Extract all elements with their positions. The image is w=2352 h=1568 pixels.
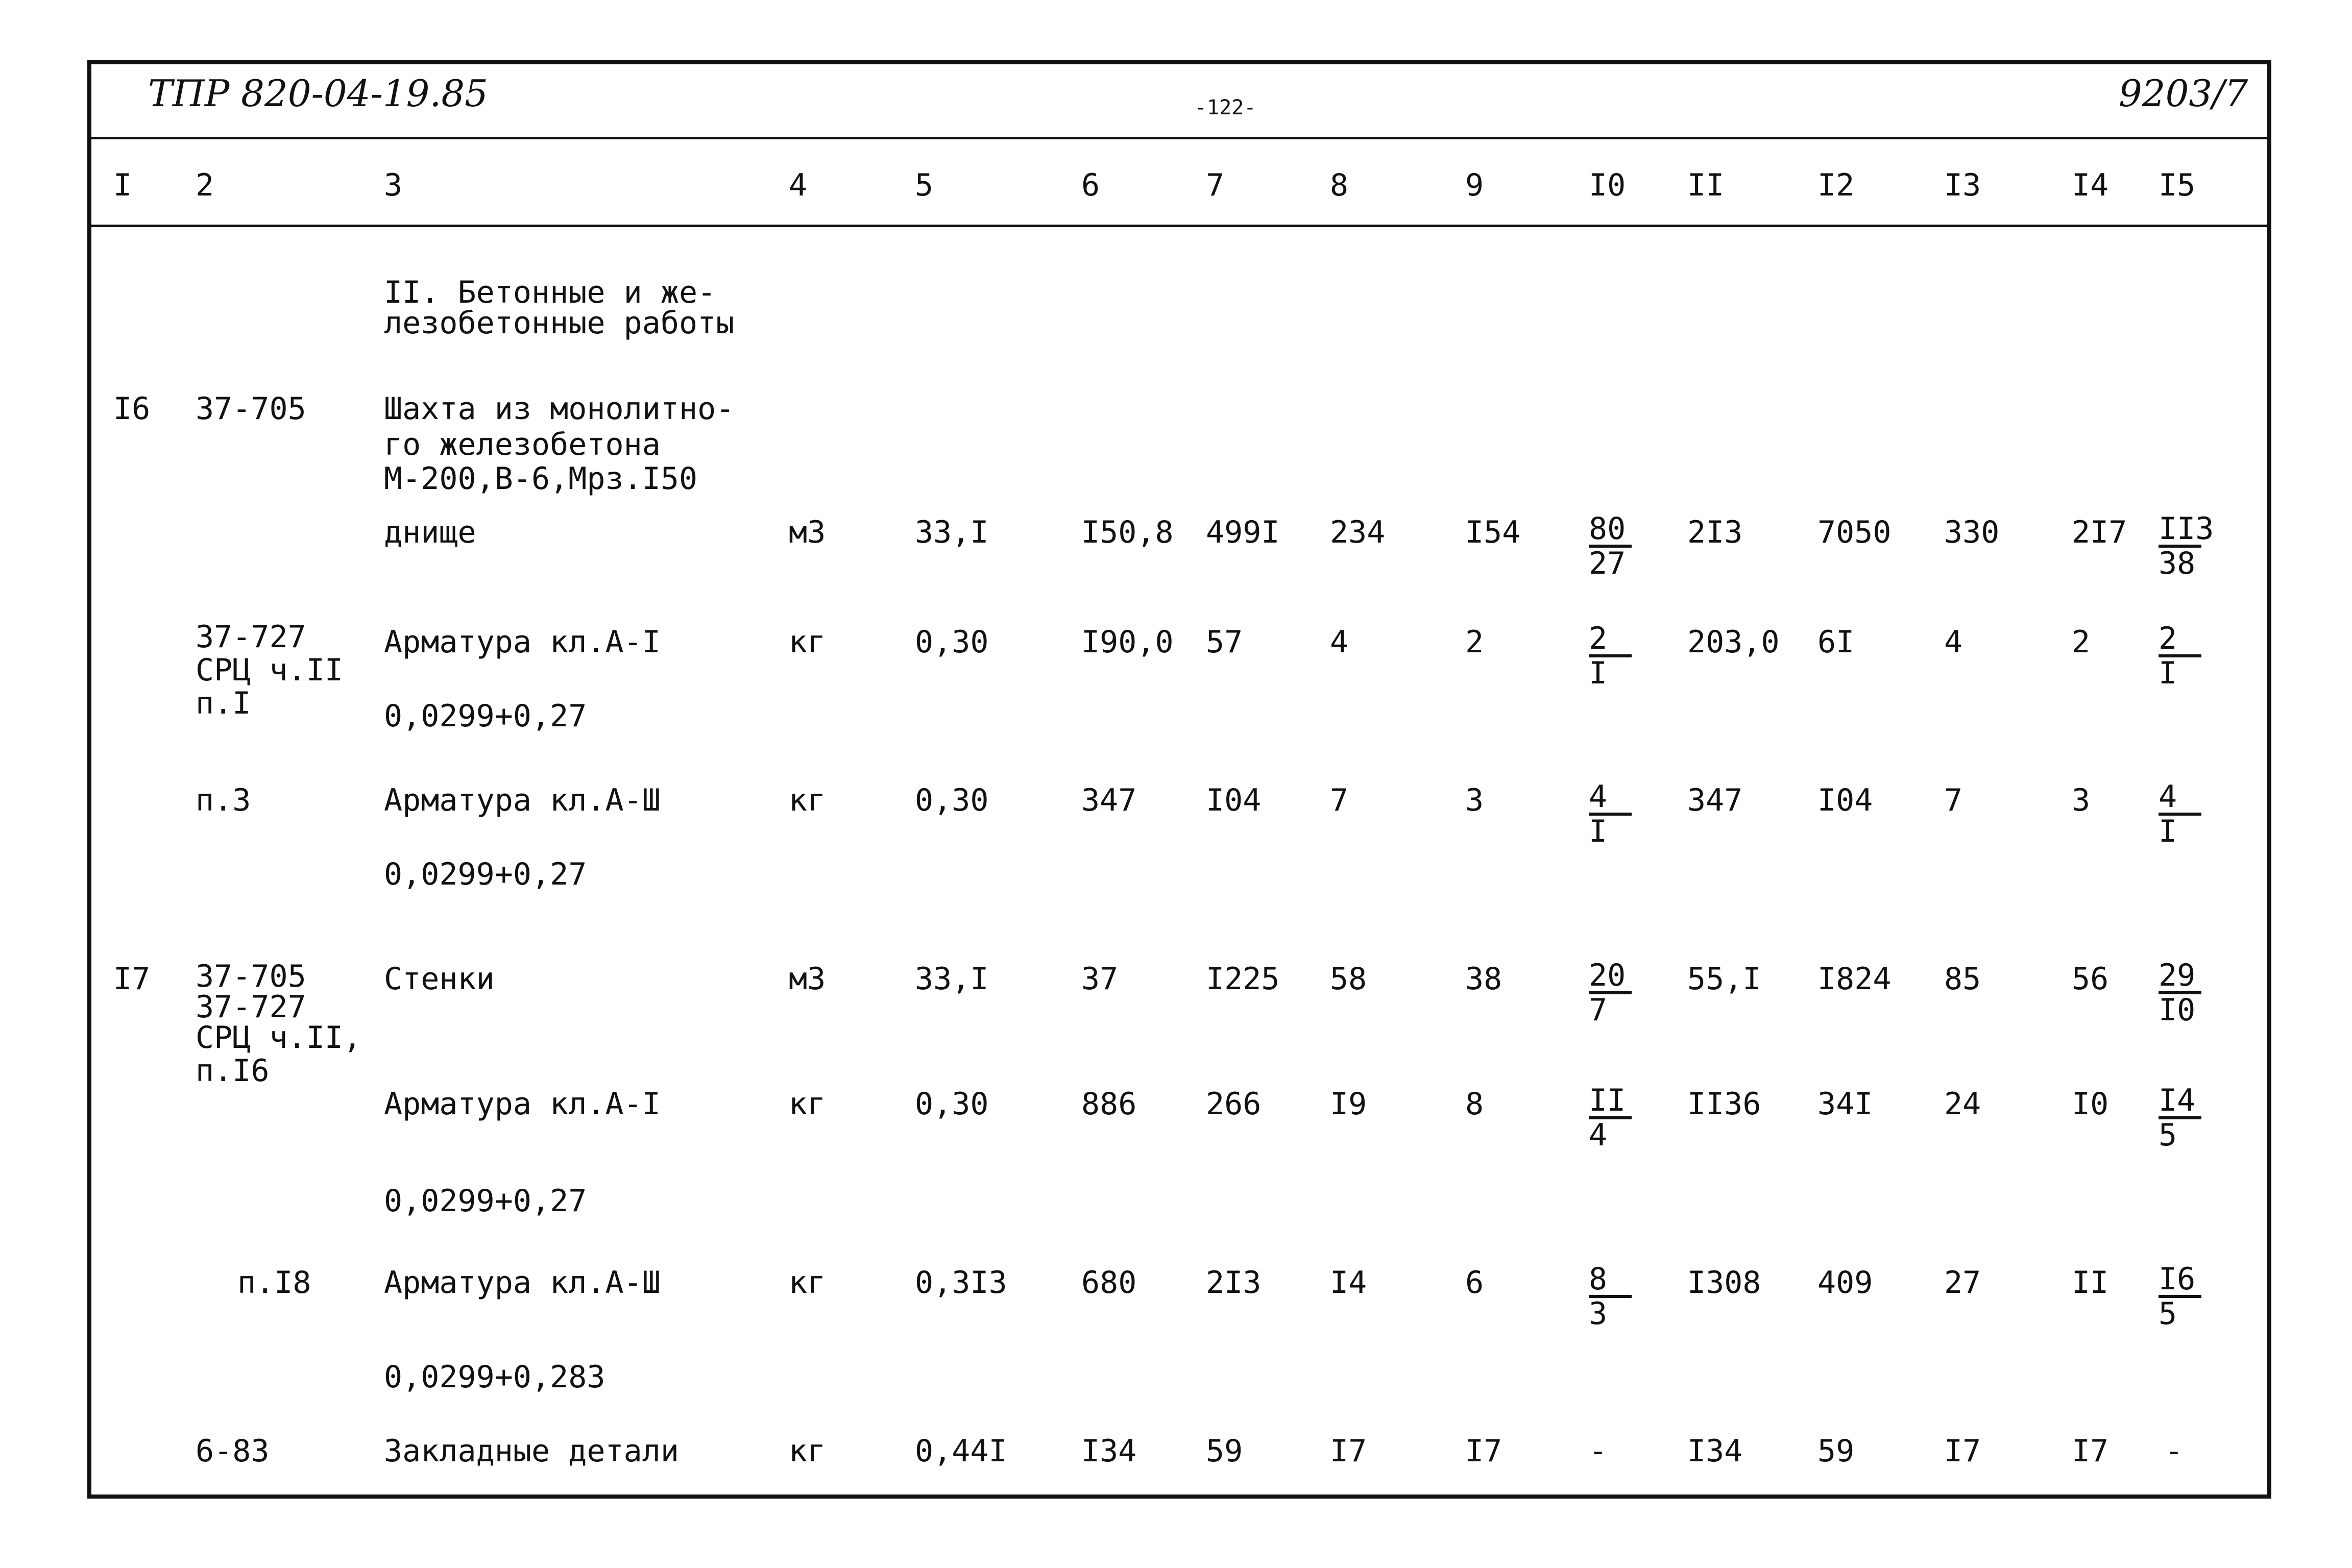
col-6: 6 — [1081, 167, 1100, 203]
work-description: Арматура кл.А-I — [384, 624, 661, 660]
cell: I04 — [1206, 782, 1262, 818]
cell: I04 — [1817, 782, 1873, 818]
page-number: -122- — [1195, 96, 1256, 119]
fraction-cell: $\frac{II}{4}$ — [1589, 1085, 1640, 1151]
norm-code: п.3 — [196, 782, 251, 818]
cell: 33,I — [915, 961, 989, 997]
col-13: I3 — [1944, 167, 1981, 203]
cell: 37 — [1081, 961, 1119, 997]
cell: 7 — [1944, 782, 1963, 818]
cell: I34 — [1081, 1433, 1137, 1469]
fraction-cell: $\frac{29}{I0}$ — [2159, 960, 2210, 1026]
row-number: I7 — [113, 961, 151, 997]
work-description: М-200,В-6,Мрз.I50 — [384, 461, 698, 497]
col-11: II — [1687, 167, 1725, 203]
formula: 0,0299+0,27 — [384, 698, 587, 734]
cell: 7 — [1330, 782, 1349, 818]
cell: 2I3 — [1206, 1265, 1262, 1301]
cell: - — [2165, 1433, 2184, 1469]
cell: 680 — [1081, 1265, 1137, 1301]
cell: 499I — [1206, 514, 1280, 550]
work-description: Стенки — [384, 961, 495, 997]
col-3: 3 — [384, 167, 403, 203]
col-7: 7 — [1206, 167, 1225, 203]
fraction-cell: $\frac{8}{3}$ — [1589, 1263, 1640, 1330]
cell: - — [1589, 1433, 1608, 1469]
cell: I9 — [1330, 1086, 1367, 1122]
cell: I0 — [2072, 1086, 2109, 1122]
cell: 56 — [2072, 961, 2109, 997]
norm-code: 37-727 — [196, 619, 306, 655]
cell: 0,44I — [915, 1433, 1007, 1469]
norm-code: п.I8 — [237, 1265, 311, 1301]
column-header-divider — [87, 225, 2271, 227]
cell: 2I7 — [2072, 514, 2127, 550]
cell: I308 — [1687, 1265, 1761, 1301]
work-description: Шахта из монолитно- — [384, 391, 735, 427]
cell: I7 — [2072, 1433, 2109, 1469]
cell: 0,30 — [915, 1086, 989, 1122]
cell: 55,I — [1687, 961, 1761, 997]
cell: II36 — [1687, 1086, 1761, 1122]
cell: 6 — [1465, 1265, 1484, 1301]
formula: 0,0299+0,27 — [384, 1183, 587, 1219]
col-4: 4 — [789, 167, 808, 203]
norm-code: 37-727 — [196, 989, 306, 1025]
doc-code: ТПР 820-04-19.85 — [148, 72, 488, 115]
norm-code: п.I6 — [196, 1053, 270, 1089]
norm-code: 37-705 — [196, 391, 306, 427]
cell: I4 — [1330, 1265, 1367, 1301]
col-14: I4 — [2072, 167, 2109, 203]
cell: 33,I — [915, 514, 989, 550]
header-divider — [87, 137, 2271, 139]
cell: II — [2072, 1265, 2109, 1301]
cell: I225 — [1206, 961, 1280, 997]
fraction-cell: $\frac{2}{I}$ — [1589, 623, 1640, 689]
work-description: днище — [384, 514, 476, 550]
cell: 0,30 — [915, 782, 989, 818]
cell: 38 — [1465, 961, 1502, 997]
col-15: I5 — [2159, 167, 2196, 203]
unit: кг — [789, 1265, 826, 1301]
cell: 347 — [1081, 782, 1137, 818]
cell: I50,8 — [1081, 514, 1174, 550]
col-5: 5 — [915, 167, 934, 203]
cell: 3 — [1465, 782, 1484, 818]
work-description: Арматура кл.А-I — [384, 1086, 661, 1122]
section-title-line-2: лезобетонные работы — [384, 305, 735, 341]
unit: м3 — [789, 961, 826, 997]
cell: 59 — [1206, 1433, 1243, 1469]
cell: 330 — [1944, 514, 2000, 550]
cell: 7050 — [1817, 514, 1892, 550]
cell: I824 — [1817, 961, 1892, 997]
cell: 203,0 — [1687, 624, 1780, 660]
formula: 0,0299+0,283 — [384, 1359, 605, 1395]
col-9: 9 — [1465, 167, 1484, 203]
cell: I7 — [1465, 1433, 1502, 1469]
work-description: Арматура кл.А-Ш — [384, 782, 661, 818]
col-10: I0 — [1589, 167, 1626, 203]
fraction-cell: $\frac{2}{I}$ — [2159, 623, 2210, 689]
norm-code: СРЦ ч.II, — [196, 1020, 362, 1056]
cell: 266 — [1206, 1086, 1262, 1122]
cell: 8 — [1465, 1086, 1484, 1122]
col-1: I — [113, 167, 132, 203]
unit: м3 — [789, 514, 826, 550]
cell: 234 — [1330, 514, 1386, 550]
formula: 0,0299+0,27 — [384, 856, 587, 892]
cell: 59 — [1817, 1433, 1855, 1469]
cell: 886 — [1081, 1086, 1137, 1122]
cell: 24 — [1944, 1086, 1981, 1122]
norm-code: п.I — [196, 685, 251, 721]
unit: кг — [789, 624, 826, 660]
cell: 57 — [1206, 624, 1243, 660]
cell: 3 — [2072, 782, 2091, 818]
unit: кг — [789, 782, 826, 818]
cell: 2 — [1465, 624, 1484, 660]
sheet-number: 9203/7 — [2119, 72, 2248, 115]
fraction-cell: $\frac{II3}{38}$ — [2159, 511, 2214, 581]
cell: 2 — [2072, 624, 2091, 660]
section-title-line-1: II. Бетонные и же- — [384, 275, 716, 310]
cell: 6I — [1817, 624, 1855, 660]
cell: 58 — [1330, 961, 1367, 997]
cell: 0,3I3 — [915, 1265, 1007, 1301]
cell: 4 — [1944, 624, 1963, 660]
cell: I54 — [1465, 514, 1521, 550]
fraction-cell: $\frac{4}{I}$ — [1589, 781, 1640, 847]
unit: кг — [789, 1433, 826, 1469]
cell: 409 — [1817, 1265, 1873, 1301]
cell: 4 — [1330, 624, 1349, 660]
col-8: 8 — [1330, 167, 1349, 203]
fraction-cell: $\frac{80}{27}$ — [1589, 513, 1640, 579]
cell: 347 — [1687, 782, 1743, 818]
cell: I90,0 — [1081, 624, 1174, 660]
cell: 85 — [1944, 961, 1981, 997]
fraction-cell: $\frac{I6}{5}$ — [2159, 1263, 2210, 1330]
fraction-cell: $\frac{I4}{5}$ — [2159, 1085, 2210, 1151]
col-2: 2 — [196, 167, 214, 203]
norm-code: СРЦ ч.II — [196, 652, 343, 688]
work-description: Закладные детали — [384, 1433, 679, 1469]
work-description: го железобетона — [384, 427, 661, 462]
cell: 34I — [1817, 1086, 1873, 1122]
fraction-cell: $\frac{20}{7}$ — [1589, 960, 1640, 1026]
col-12: I2 — [1817, 167, 1855, 203]
unit: кг — [789, 1086, 826, 1122]
fraction-cell: $\frac{4}{I}$ — [2159, 781, 2210, 847]
row-number: I6 — [113, 391, 151, 427]
cell: I7 — [1330, 1433, 1367, 1469]
work-description: Арматура кл.А-Ш — [384, 1265, 661, 1301]
norm-code: 6-83 — [196, 1433, 270, 1469]
cell: 2I3 — [1687, 514, 1743, 550]
cell: 27 — [1944, 1265, 1981, 1301]
cell: I7 — [1944, 1433, 1981, 1469]
cell: 0,30 — [915, 624, 989, 660]
cell: I34 — [1687, 1433, 1743, 1469]
norm-code: 37-705 — [196, 959, 306, 994]
